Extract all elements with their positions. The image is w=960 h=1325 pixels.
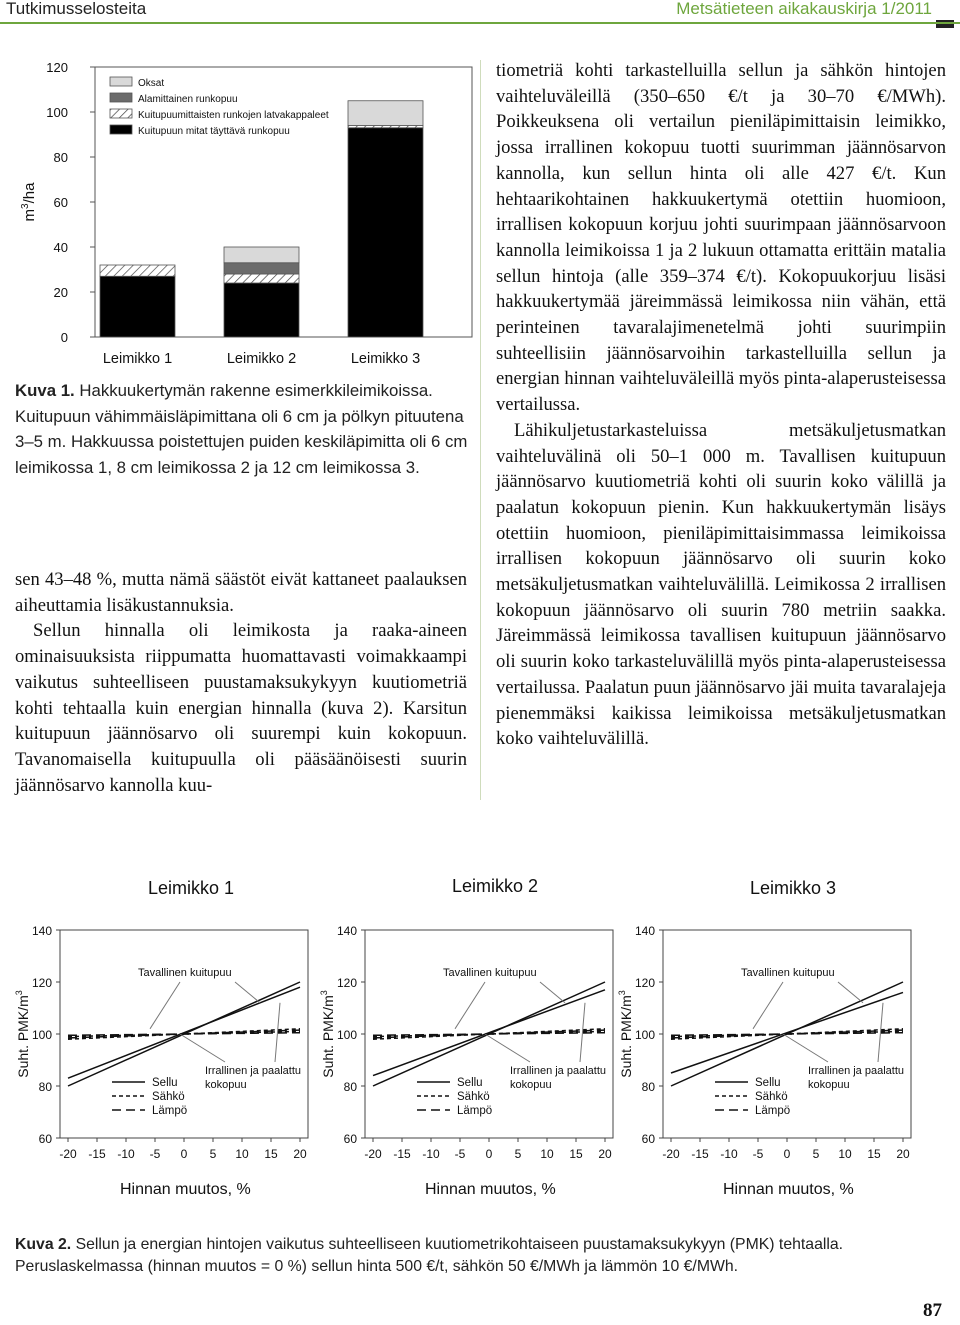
x-tick-label: 5 xyxy=(812,1147,820,1161)
legend-label: Lämpö xyxy=(755,1105,791,1117)
y-tick-label: 80 xyxy=(641,1080,655,1094)
y-tick-label: 100 xyxy=(634,1028,655,1042)
x-tick-label: -20 xyxy=(662,1147,680,1161)
x-tick-label: 5 xyxy=(514,1147,522,1161)
x-tick-label: 10 xyxy=(235,1147,249,1161)
legend-label: Lämpö xyxy=(457,1105,493,1117)
legend-label: Kuitupuun mitat täyttävä runkopuu xyxy=(138,126,290,137)
y-tick-label: 140 xyxy=(336,924,357,938)
y-tick-label: 80 xyxy=(38,1080,52,1094)
y-tick-label: 0 xyxy=(60,330,68,345)
x-tick-label: -15 xyxy=(88,1147,106,1161)
annotation-arrow xyxy=(783,1034,828,1062)
y-axis-label: Suht. PMK/$m^3$ xyxy=(14,990,31,1078)
x-tick-label: 20 xyxy=(896,1147,910,1161)
y-axis-label: Suht. PMK/$m^3$ xyxy=(319,990,336,1078)
bar-segment xyxy=(224,247,299,263)
body-left-paragraph-2: Sellun hinnalla oli leimikosta ja raaka-aineen ominaisuuksista riippumatta huomattavasti voimakkaampi vaikutus suhteelliseen puustamaksukykyyn kuutiometriä kohti tehtaalla kuin energian hinnalla (kuva 2). Karsitun kuitupuun jäännösarvo oli suurempi kuin kokopuun. Tavanomaisella kuitupuulla oli pääsäänöisesti suurin jäännösarvo kannolla kuu- xyxy=(15,620,467,796)
legend-label: Sähkö xyxy=(152,1091,185,1103)
y-tick-label: 60 xyxy=(641,1132,655,1146)
legend-label: Lämpö xyxy=(152,1105,188,1117)
panel-title: Leimikko 1 xyxy=(148,878,235,898)
figure-2-caption-label: Kuva 2. xyxy=(15,1236,72,1253)
bar-segment xyxy=(224,274,299,283)
annotation-arrow xyxy=(838,982,863,1003)
y-tick-label: 60 xyxy=(53,195,68,210)
bar-segment xyxy=(224,263,299,274)
bar-segment xyxy=(348,128,423,337)
x-tick-label: 0 xyxy=(180,1147,188,1161)
body-right-paragraph-2: Lähikuljetustarkasteluissa metsäkuljetusmatkan vaihteluvälinä oli 50–1 000 m. Tavallisen kuitupuun jäännösarvo kuutiometriä kohti oli suurin koko välillä ja paalatun kokopuun pienin. Kun hakkuukertymän lisäys otettiin huomioon, pieniläpimittaisimmassa leimikoissa irrallisen kokopuun jäännösarvo oli suurin koko metsäkuljetusmatkan vaihteluvälillä. Leimikossa 2 irrallisen kokopuun jäännösarvo oli suurin 780 metriin saakka. Järeimmässä leimikossa tavallisen kuitupuun jäännösarvo oli suurin koko tarkasteluvälillä myös pinta-alaperusteisessa vertailussa. Paalatun puun jäännösarvo jäi muita tavaralajeja pienemmäksi kaikissa leimikoissa metsäkuljetusmatkan koko vaihteluvälillä. xyxy=(496,419,946,750)
figure-1-caption-text: Hakkuukertymän rakenne esimerkkileimikoissa. Kuitupuun vähimmäisläpimittana oli 6 cm ja pölkyn pituutena 3–5 m. Hakkuussa poistettujen puiden keskiläpimitta oli 6 cm leimikossa 1, 8 cm leimikossa 2 ja 12 cm leimikossa 3. xyxy=(15,381,468,477)
x-axis-label: Hinnan muutos, % xyxy=(120,1181,251,1198)
x-tick-label: 20 xyxy=(598,1147,612,1161)
y-tick-label: 40 xyxy=(53,240,68,255)
x-tick-label: -5 xyxy=(149,1147,161,1161)
column-divider xyxy=(480,60,481,800)
legend-label: Kuitupuumittaisten runkojen latvakappaleet xyxy=(138,110,329,121)
x-tick-label: -15 xyxy=(691,1147,709,1161)
x-tick-label: 5 xyxy=(209,1147,217,1161)
body-right-paragraph-1: tiometriä kohti tarkastelluilla sellun ja sähkön hintojen vaihteluväleillä (350–650 €/t ja 30–70 €/MWh). Poikkeuksena oli vertailun pieniläpimittaisin leimikko, jossa irrallinen kokopuu tuotti suurimman jäännösarvon kannolla, kun sellun hinta oli alle 427 €/t. Kun hehtaarikohtainen hakkuukertymä otettiin huomioon, irrallisen kokopuun korjuu johti suurimpaan jäännösarvoon kannolla leimikoissa 1 ja 2 lukuun ottamatta erittäin matalia sellun hintoja (alle 359–374 €/t). Kokopuukorjuu lisäsi hakkuukertymää järeimmässä leimikossa niin vähän, että perinteinen tavaralajimenetelmä johti suurimpiin suhteellisiin jäännösarvoihin tarkastelluilla sellun ja energian hinnan vaihteluväleillä myös pinta-alaperusteisessa vertailussa. xyxy=(496,60,946,416)
x-axis-label: Hinnan muutos, % xyxy=(723,1181,854,1198)
y-tick-label: 20 xyxy=(53,285,68,300)
running-header-journal: Metsätieteen aikakauskirja 1/2011 xyxy=(676,0,932,18)
x-category-label: Leimikko 3 xyxy=(350,351,421,367)
bar-segment xyxy=(100,276,175,337)
figure-1-bar-chart xyxy=(0,50,480,375)
legend-label: Sellu xyxy=(755,1077,781,1089)
y-tick-label: 100 xyxy=(336,1028,357,1042)
y-tick-label: 120 xyxy=(336,976,357,990)
x-tick-label: 10 xyxy=(540,1147,554,1161)
annotation-whole-tree: kokopuu xyxy=(205,1079,247,1091)
bar-segment xyxy=(100,265,175,276)
x-tick-label: 20 xyxy=(293,1147,307,1161)
annotation-arrow xyxy=(150,982,180,1029)
y-tick-label: 80 xyxy=(53,150,68,165)
annotation-ordinary-pulpwood: Tavallinen kuitupuu xyxy=(741,967,835,979)
body-right-column xyxy=(496,58,946,752)
x-tick-label: -10 xyxy=(117,1147,135,1161)
figure-2-caption xyxy=(15,1234,955,1278)
body-left-paragraph-1: sen 43–48 %, mutta nämä säästöt eivät kattaneet paalauksen aiheuttamia lisäkustannuksia. xyxy=(15,569,467,616)
y-tick-label: 120 xyxy=(46,60,68,75)
legend-label: Oksat xyxy=(138,78,165,89)
x-tick-label: 15 xyxy=(264,1147,278,1161)
annotation-arrow xyxy=(180,1034,225,1062)
x-tick-label: -20 xyxy=(59,1147,77,1161)
x-tick-label: 15 xyxy=(569,1147,583,1161)
x-tick-label: 0 xyxy=(485,1147,493,1161)
y-tick-label: 140 xyxy=(31,924,52,938)
body-left-column xyxy=(15,567,467,798)
legend-label: Sähkö xyxy=(755,1091,788,1103)
annotation-ordinary-pulpwood: Tavallinen kuitupuu xyxy=(443,967,537,979)
x-axis-label: Hinnan muutos, % xyxy=(425,1181,556,1198)
figure-2-caption-text: Sellun ja energian hintojen vaikutus suhteelliseen kuutiometrikohtaiseen puustamaksukykyyn (PMK) tehtaalla. Peruslaskelmassa (hinnan muutos = 0 %) sellun hinta 500 €/t, sähkön 50 €/MWh ja lämmön 10 €/MWh. xyxy=(15,1236,844,1275)
figure-2-line-charts xyxy=(0,860,960,1230)
bar-segment xyxy=(224,283,299,337)
panel-title: Leimikko 3 xyxy=(750,878,837,898)
legend-label: Sellu xyxy=(457,1077,483,1089)
x-tick-label: -20 xyxy=(364,1147,382,1161)
header-rule xyxy=(0,22,960,24)
y-tick-label: 140 xyxy=(634,924,655,938)
x-tick-label: 15 xyxy=(867,1147,881,1161)
x-tick-label: -5 xyxy=(454,1147,466,1161)
annotation-whole-tree: kokopuu xyxy=(510,1079,552,1091)
annotation-arrow xyxy=(540,982,565,1003)
running-header-section: Tutkimusselosteita xyxy=(6,0,147,18)
legend-label: Sähkö xyxy=(457,1091,490,1103)
figure-1-caption xyxy=(15,378,470,480)
legend-swatch xyxy=(110,125,132,134)
y-tick-label: 80 xyxy=(343,1080,357,1094)
legend-swatch xyxy=(110,109,132,118)
annotation-ordinary-pulpwood: Tavallinen kuitupuu xyxy=(138,967,232,979)
y-tick-label: 60 xyxy=(343,1132,357,1146)
bar-segment xyxy=(348,101,423,126)
y-axis-label: $m^3/ha$ xyxy=(20,182,38,222)
x-tick-label: -10 xyxy=(422,1147,440,1161)
annotation-whole-tree: Irrallinen ja paalattu xyxy=(205,1065,302,1077)
annotation-arrow xyxy=(235,982,260,1003)
x-tick-label: -10 xyxy=(720,1147,738,1161)
page-number: 87 xyxy=(923,1300,942,1321)
annotation-whole-tree: Irrallinen ja paalattu xyxy=(510,1065,607,1077)
y-tick-label: 60 xyxy=(38,1132,52,1146)
x-tick-label: 10 xyxy=(838,1147,852,1161)
figure-1-caption-label: Kuva 1. xyxy=(15,381,75,400)
x-tick-label: -5 xyxy=(752,1147,764,1161)
annotation-whole-tree: kokopuu xyxy=(808,1079,850,1091)
legend-swatch xyxy=(110,77,132,86)
legend-swatch xyxy=(110,93,132,102)
y-tick-label: 120 xyxy=(31,976,52,990)
legend-label: Alamittainen runkopuu xyxy=(138,94,238,105)
x-category-label: Leimikko 2 xyxy=(226,351,297,367)
x-tick-label: 0 xyxy=(783,1147,791,1161)
annotation-arrow xyxy=(455,982,485,1029)
legend-label: Sellu xyxy=(152,1077,178,1089)
annotation-arrow xyxy=(485,1034,530,1062)
x-category-label: Leimikko 1 xyxy=(102,351,173,367)
y-axis-label: Suht. PMK/$m^3$ xyxy=(617,990,634,1078)
y-tick-label: 120 xyxy=(634,976,655,990)
y-tick-label: 100 xyxy=(31,1028,52,1042)
panel-title: Leimikko 2 xyxy=(452,876,539,896)
y-tick-label: 100 xyxy=(46,105,68,120)
annotation-arrow xyxy=(753,982,783,1029)
x-tick-label: -15 xyxy=(393,1147,411,1161)
annotation-whole-tree: Irrallinen ja paalattu xyxy=(808,1065,905,1077)
